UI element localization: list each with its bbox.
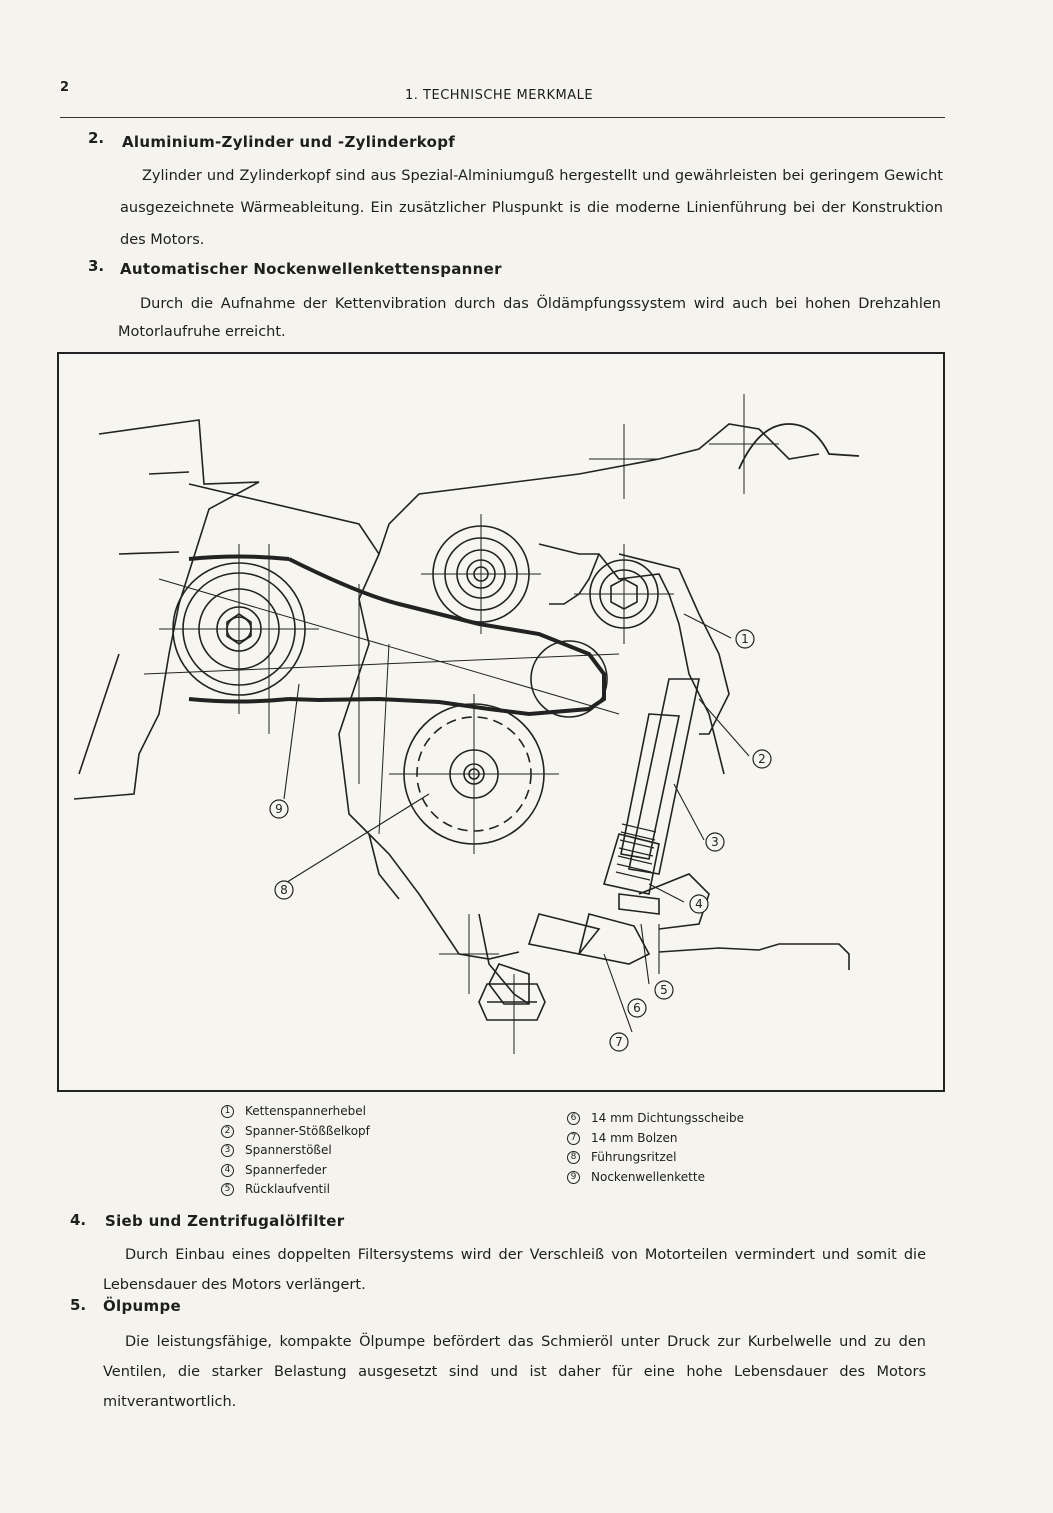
section-3-title: Automatischer Nockenwellenkettenspanner bbox=[120, 260, 502, 278]
svg-text:5: 5 bbox=[660, 983, 668, 997]
callout-6 bbox=[628, 999, 646, 1017]
callout-3 bbox=[706, 833, 724, 851]
legend-item bbox=[567, 1129, 744, 1149]
section-4-number: 4. bbox=[70, 1211, 87, 1229]
svg-text:1: 1 bbox=[741, 632, 749, 646]
legend-label: Spannerfeder bbox=[245, 1162, 327, 1177]
callout-8 bbox=[275, 881, 293, 899]
section-2-title: Aluminium-Zylinder und -Zylinderkopf bbox=[122, 133, 456, 151]
header-rule bbox=[60, 117, 945, 118]
section-4-text: Durch Einbau eines doppelten Filtersystems wird der Verschleiß von Motorteilen vermindert und somit die Lebensdauer des Motors verlängert. bbox=[103, 1247, 926, 1293]
legend-item bbox=[221, 1141, 370, 1161]
callout-7 bbox=[610, 1033, 628, 1051]
legend-label: Nockenwellenkette bbox=[591, 1169, 705, 1184]
section-5-text: Die leistungsfähige, kompakte Ölpumpe befördert das Schmieröl unter Druck zur Kurbelwelle und zu den Ventilen, die starker Belastung ausgesetzt sind und ist daher für eine hohe Lebensdauer des Motors mitverantwortlich. bbox=[103, 1334, 926, 1410]
callout-2 bbox=[753, 750, 771, 768]
legend-label: Spannerstößel bbox=[245, 1143, 332, 1157]
section-5-number: 5. bbox=[70, 1296, 87, 1314]
callout-5 bbox=[655, 981, 673, 999]
svg-text:3: 3 bbox=[711, 835, 719, 849]
callout-1 bbox=[736, 630, 754, 648]
svg-text:4: 4 bbox=[695, 897, 703, 911]
callout-9 bbox=[270, 800, 288, 818]
section-2-number: 2. bbox=[88, 129, 105, 147]
legend-item bbox=[221, 1122, 370, 1142]
legend-right bbox=[567, 1109, 744, 1187]
tensioner-diagram bbox=[57, 352, 945, 1092]
svg-text:2: 2 bbox=[758, 752, 766, 766]
section-3-number: 3. bbox=[88, 257, 105, 275]
section-3-text: Durch die Aufnahme der Kettenvibration durch das Öldämpfungssystem wird auch bei hohen Drehzahlen Motorlaufruhe erreicht. bbox=[118, 296, 941, 340]
callout-4 bbox=[690, 895, 708, 913]
legend-number: 6 bbox=[567, 1112, 580, 1125]
engine-cross-section-drawing bbox=[59, 354, 943, 1090]
legend-number: 7 bbox=[567, 1132, 580, 1145]
legend-label: Rücklaufventil bbox=[245, 1182, 330, 1196]
svg-text:7: 7 bbox=[615, 1035, 623, 1049]
legend-number: 4 bbox=[221, 1164, 234, 1177]
legend-item bbox=[221, 1161, 370, 1181]
svg-text:8: 8 bbox=[280, 883, 288, 897]
legend-label: Spanner-Stößßelkopf bbox=[245, 1123, 370, 1138]
legend-label: Kettenspannerhebel bbox=[245, 1104, 366, 1118]
svg-text:9: 9 bbox=[275, 802, 283, 816]
legend-number: 2 bbox=[221, 1125, 234, 1138]
legend-item bbox=[221, 1180, 370, 1200]
legend-label: 14 mm Bolzen bbox=[591, 1130, 678, 1145]
page-number: 2 bbox=[60, 80, 70, 95]
legend-number: 8 bbox=[567, 1151, 580, 1164]
section-5-title: Ölpumpe bbox=[103, 1297, 181, 1315]
section-2-text: Zylinder und Zylinderkopf sind aus Spezial-Alminiumguß hergestellt und gewährleisten bei geringem Gewicht ausgezeichnete Wärmeableitung. Ein zusätzlicher Pluspunkt is die moderne Linienführung bei der Konstruktion des Motors. bbox=[120, 168, 943, 248]
running-head: 1. TECHNISCHE MERKMALE bbox=[405, 88, 594, 103]
legend-number: 3 bbox=[221, 1144, 234, 1157]
legend-number: 1 bbox=[221, 1105, 234, 1118]
svg-text:6: 6 bbox=[633, 1001, 641, 1015]
legend-number: 5 bbox=[221, 1183, 234, 1196]
legend-label: Führungsritzel bbox=[591, 1150, 677, 1164]
legend-item bbox=[221, 1102, 370, 1122]
legend-label: 14 mm Dichtungsscheibe bbox=[591, 1111, 745, 1125]
legend-item bbox=[567, 1109, 744, 1129]
legend-left bbox=[221, 1102, 370, 1200]
legend-item bbox=[567, 1148, 744, 1168]
section-4-title: Sieb und Zentrifugalölfilter bbox=[105, 1212, 345, 1230]
legend-number: 9 bbox=[567, 1171, 580, 1184]
legend-item bbox=[567, 1168, 744, 1188]
